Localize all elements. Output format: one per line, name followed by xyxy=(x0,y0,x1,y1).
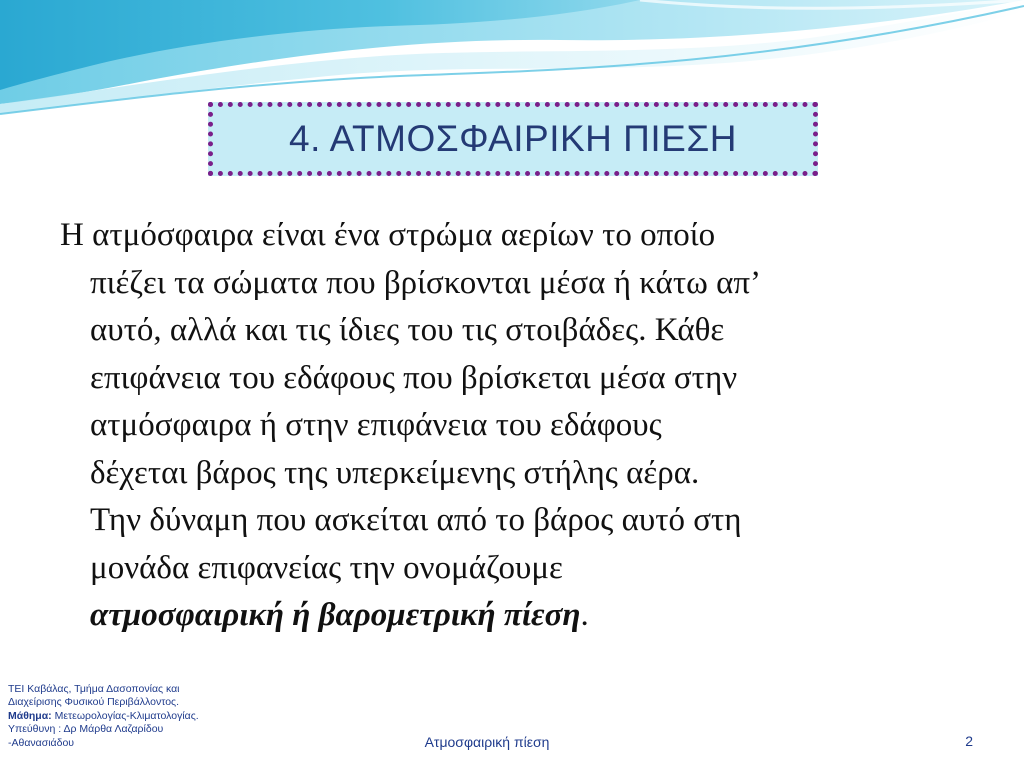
slide-title: 4. ΑΤΜΟΣΦΑΙΡΙΚΗ ΠΙΕΣΗ xyxy=(289,118,737,159)
body-paragraph xyxy=(60,212,960,640)
footer-course-value: Μετεωρολογίας-Κλιματολογίας. xyxy=(51,709,199,722)
footer-instructor-cont: -Αθανασιάδου xyxy=(8,736,75,749)
title-box xyxy=(208,102,818,176)
body-line: ατμόσφαιρα ή στην επιφάνεια του εδάφους xyxy=(90,407,662,443)
page-number: 2 xyxy=(965,733,973,749)
footer-institution: ΤΕΙ Καβάλας, Τμήμα Δασοπονίας και xyxy=(8,683,180,695)
body-line: επιφάνεια του εδάφους που βρίσκεται μέσα στην xyxy=(90,359,738,396)
emphasis-period: . xyxy=(580,597,589,633)
footer-slide-topic: Ατμοσφαιρική πίεση xyxy=(424,734,550,750)
body-line: Την δύναμη που ασκείται από το βάρος αυτό στη xyxy=(90,502,742,538)
emphasis-term: ατμοσφαιρική ή βαρομετρική πίεση xyxy=(90,597,581,633)
body-line-emphasis xyxy=(60,592,960,640)
footer-course-info xyxy=(8,683,238,750)
body-line: Η ατμόσφαιρα είναι ένα στρώμα αερίων το οποίο xyxy=(60,217,716,253)
footer-course xyxy=(8,710,238,723)
body-line: πιέζει τα σώματα που βρίσκονται μέσα ή κάτω απ’ xyxy=(90,264,762,301)
body-line: μονάδα επιφανείας την ονομάζουμε xyxy=(90,549,563,586)
body-line: αυτό, αλλά και τις ίδιες του τις στοιβάδες. Κάθε xyxy=(90,312,725,348)
body-line: δέχεται βάρος της υπερκείμενης στήλης αέρα. xyxy=(90,454,700,491)
footer-course-label: Μάθημα: xyxy=(8,709,52,722)
footer-department: Διαχείρισης Φυσικού Περιβάλλοντος. xyxy=(8,696,180,709)
footer-instructor: Υπεύθυνη : Δρ Μάρθα Λαζαρίδου xyxy=(8,723,164,736)
